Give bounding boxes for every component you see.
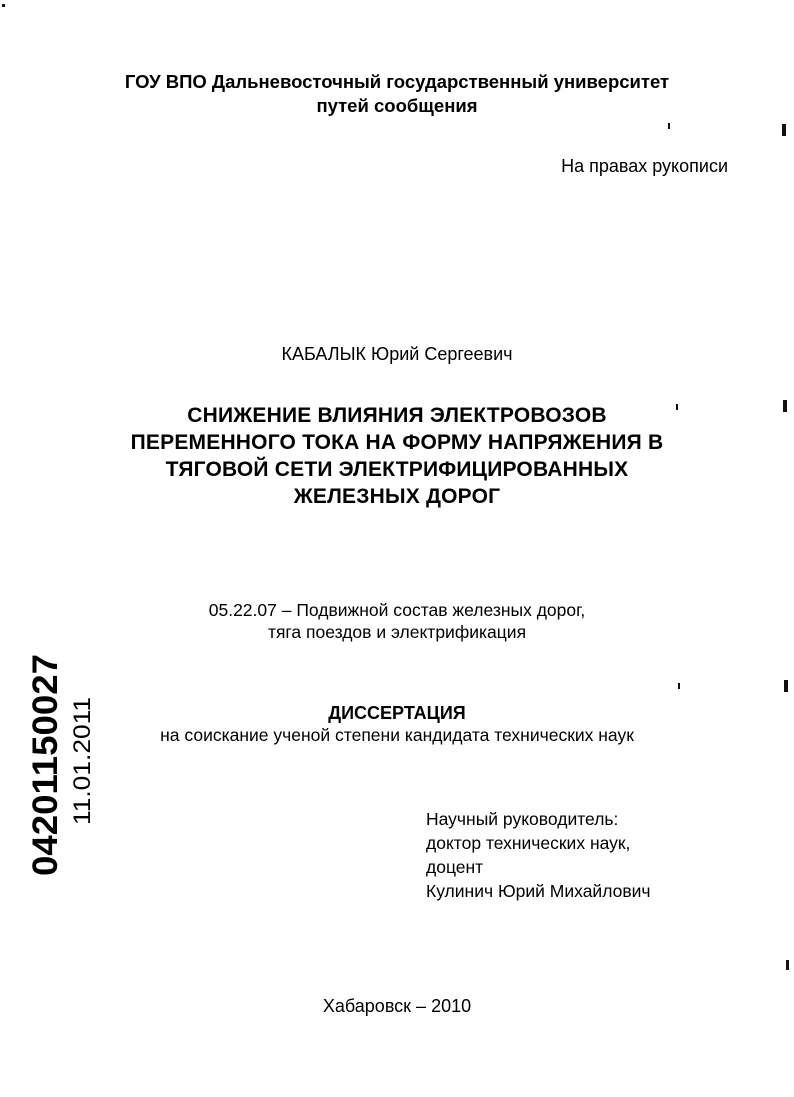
specialty-line-1: 05.22.07 – Подвижной состав железных дорог, xyxy=(208,600,586,620)
library-stamp xyxy=(12,650,108,880)
document-type: ДИССЕРТАЦИЯ xyxy=(328,703,466,723)
manuscript-rights: На правах рукописи xyxy=(561,156,728,176)
specialty xyxy=(0,599,794,643)
stamp-date: 11.01.2011 xyxy=(69,708,96,825)
scientific-advisor xyxy=(426,807,651,903)
organization-header xyxy=(0,70,794,118)
advisor-label: Научный руководитель: xyxy=(426,809,619,829)
scan-speck xyxy=(2,4,5,7)
scan-speck xyxy=(786,960,789,970)
place-year: Хабаровск – 2010 xyxy=(322,996,472,1016)
advisor-name: Кулинич Юрий Михайлович xyxy=(426,881,651,901)
author-name: КАБАЛЫК Юрий Сергеевич xyxy=(281,344,513,364)
organization-line-1: ГОУ ВПО Дальневосточный государственный университет xyxy=(124,71,670,92)
title-line-3: ТЯГОВОЙ СЕТИ ЭЛЕКТРИФИЦИРОВАННЫХ xyxy=(165,458,629,481)
title-line-4: ЖЕЛЕЗНЫХ ДОРОГ xyxy=(293,485,501,508)
title-line-2: ПЕРЕМЕННОГО ТОКА НА ФОРМУ НАПРЯЖЕНИЯ В xyxy=(130,431,664,454)
specialty-line-2: тяга поездов и электрификация xyxy=(267,622,527,642)
title-line-1: СНИЖЕНИЕ ВЛИЯНИЯ ЭЛЕКТРОВОЗОВ xyxy=(187,404,607,427)
scan-speck xyxy=(678,683,680,689)
organization-line-2: путей сообщения xyxy=(316,95,478,116)
advisor-title: доцент xyxy=(426,857,484,877)
scan-speck xyxy=(668,123,670,129)
dissertation-title xyxy=(0,402,794,510)
scan-speck xyxy=(783,400,787,412)
stamp-number: 04201150027 xyxy=(26,663,65,876)
degree-statement: на соискание ученой степени кандидата технических наук xyxy=(160,725,634,745)
scan-speck xyxy=(782,124,786,136)
scan-speck xyxy=(676,404,678,410)
scan-speck xyxy=(784,680,788,692)
advisor-degree: доктор технических наук, xyxy=(426,833,631,853)
